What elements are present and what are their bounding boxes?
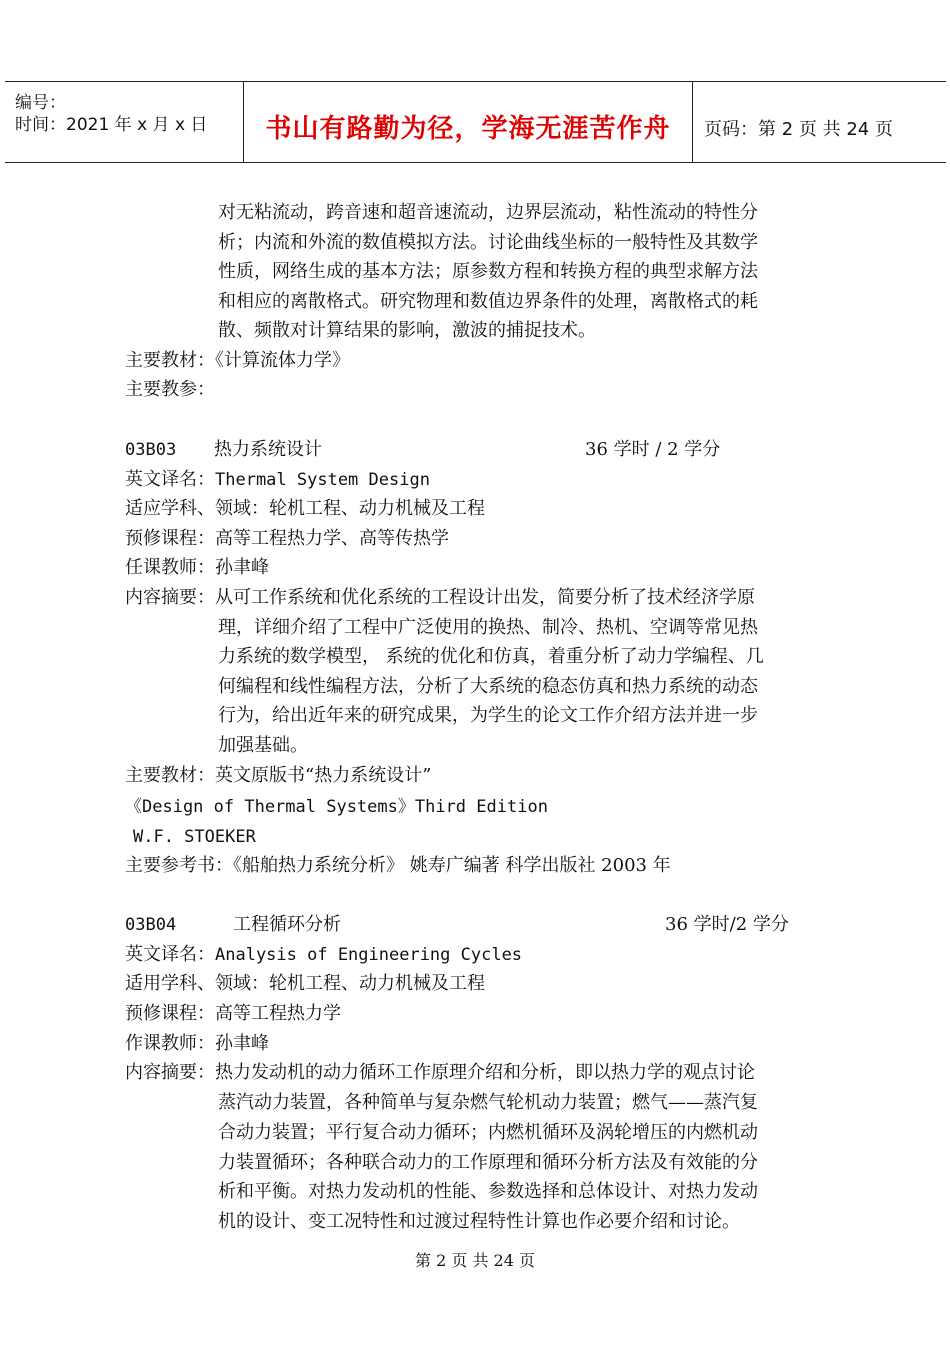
course-abstract-line: 蒸汽动力装置，各种简单与复杂燃气轮机动力装置；燃气——蒸汽复 [218, 1092, 758, 1113]
header-right-cell [692, 82, 946, 162]
intro-line: 散、频散对计算结果的影响，激波的捕捉技术。 [218, 320, 596, 341]
header-page-number: 页码：第 2 页 共 24 页 [704, 119, 893, 140]
course-hours: 36 学时/2 学分 [665, 914, 789, 935]
intro-line: 性质，网络生成的基本方法；原参数方程和转换方程的典型求解方法 [218, 261, 758, 282]
english-name-value: Thermal System Design [215, 470, 430, 490]
course-abstract-line: 理，详细介绍了工程中广泛使用的换热、制冷、热机、空调等常见热 [218, 617, 758, 638]
course-name: 工程循环分析 [233, 914, 341, 935]
course-prerequisite: 预修课程：高等工程热力学、高等传热学 [125, 528, 449, 549]
header-motto: 书山有路勤为径，学海无涯苦作舟 [265, 114, 671, 144]
course-textbook-author: W.F. STOEKER [133, 827, 256, 847]
english-name-value: Analysis of Engineering Cycles [215, 945, 523, 965]
course-english-name [125, 944, 522, 966]
course-abstract-line: 合动力装置；平行复合动力循环；内燃机循环及涡轮增压的内燃机动 [218, 1122, 758, 1143]
document-time-label: 时间：2021 年 x 月 x 日 [15, 115, 208, 135]
header-middle-cell [243, 82, 693, 162]
intro-line: 析；内流和外流的数值模拟方法。讨论曲线坐标的一般特性及其数学 [218, 232, 758, 253]
intro-textbook: 主要教材：《计算流体力学》 [125, 350, 350, 371]
course-abstract-line: 行为，给出近年来的研究成果，为学生的论文工作介绍方法并进一步 [218, 705, 758, 726]
course-abstract: 内容摘要：从可工作系统和优化系统的工程设计出发，简要分析了技术经济学原 [125, 587, 755, 608]
course-english-name [125, 469, 430, 491]
document-number-label: 编号： [15, 93, 66, 113]
course-hours: 36 学时 / 2 学分 [585, 439, 721, 460]
course-field: 适用学科、领域：轮机工程、动力机械及工程 [125, 973, 485, 994]
course-abstract-line: 力系统的数学模型， 系统的优化和仿真，着重分析了动力学编程、几 [218, 646, 764, 667]
course-abstract-line: 机的设计、变工况特性和过渡过程特性计算也作必要介绍和讨论。 [218, 1211, 740, 1232]
page-footer: 第 2 页 共 24 页 [415, 1251, 535, 1270]
course-code: 03B03 [125, 440, 177, 460]
intro-line: 和相应的离散格式。研究物理和数值边界条件的处理，离散格式的耗 [218, 291, 758, 312]
course-abstract: 内容摘要：热力发动机的动力循环工作原理介绍和分析，即以热力学的观点讨论 [125, 1062, 755, 1083]
english-name-label: 英文译名： [125, 944, 215, 965]
english-name-label: 英文译名： [125, 469, 215, 490]
intro-reference: 主要教参： [125, 379, 215, 400]
header-left-cell [5, 82, 243, 162]
course-textbook: 主要教材：英文原版书“热力系统设计” [125, 765, 432, 786]
course-abstract-line: 加强基础。 [218, 735, 308, 756]
course-textbook-english: 《Design of Thermal Systems》Third Edition [125, 797, 548, 817]
course-teacher: 任课教师：孙聿峰 [125, 557, 269, 578]
course-abstract-line: 何编程和线性编程方法，分析了大系统的稳态仿真和热力系统的动态 [218, 676, 758, 697]
course-prerequisite: 预修课程：高等工程热力学 [125, 1003, 341, 1024]
page-header [5, 81, 946, 163]
course-code: 03B04 [125, 915, 177, 935]
intro-line: 对无粘流动，跨音速和超音速流动，边界层流动，粘性流动的特性分 [218, 202, 758, 223]
course-name: 热力系统设计 [214, 439, 322, 460]
course-abstract-line: 析和平衡。对热力发动机的性能、参数选择和总体设计、对热力发动 [218, 1181, 758, 1202]
course-teacher: 作课教师：孙聿峰 [125, 1033, 269, 1054]
course-reference: 主要参考书：《船舶热力系统分析》 姚寿广编著 科学出版社 2003 年 [125, 855, 671, 876]
course-abstract-line: 力装置循环；各种联合动力的工作原理和循环分析方法及有效能的分 [218, 1152, 758, 1173]
course-field: 适应学科、领域：轮机工程、动力机械及工程 [125, 498, 485, 519]
